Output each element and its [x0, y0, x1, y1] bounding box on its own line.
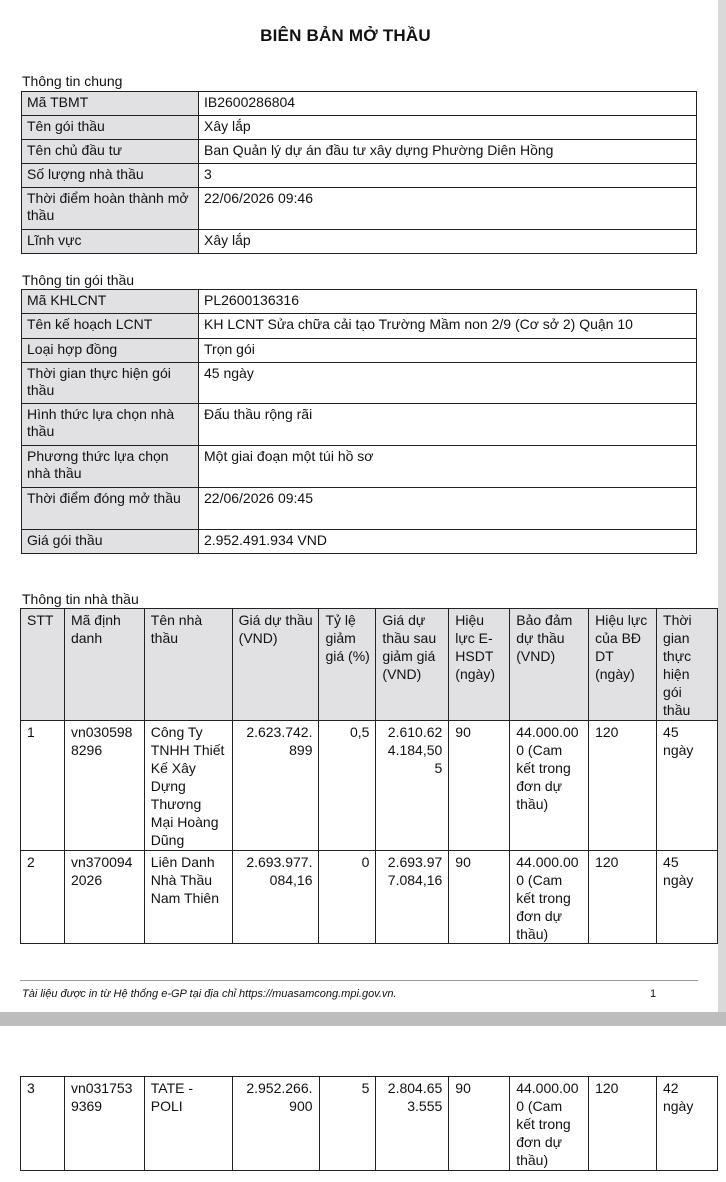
discount-cell: 5: [319, 1077, 376, 1171]
table-row: [22, 363, 697, 404]
bidders-table-continued: [20, 1076, 718, 1171]
guarantee-cell: 44.000.000 (Cam kết trong đơn dự thầu): [510, 851, 589, 944]
name-cell: Công Ty TNHH Thiết Kế Xây Dựng Thương Mại Hoàng Dũng: [144, 721, 232, 851]
stt-cell: 3: [21, 1077, 65, 1171]
bidders-heading: Thông tin nhà thầu: [22, 591, 139, 607]
row-label: Loại hợp đồng: [22, 339, 199, 363]
column-header: Giá dự thầu sau giảm giá (VND): [376, 609, 449, 721]
table-row: [21, 851, 718, 944]
row-value: Ban Quản lý dự án đầu tư xây dựng Phường Diên Hồng: [199, 140, 697, 164]
table-row: [21, 721, 718, 851]
guarantee-validity-cell: 120: [589, 851, 657, 944]
row-label: Số lượng nhà thầu: [22, 164, 199, 188]
table-row: [22, 230, 697, 254]
page-separator: [0, 1012, 726, 1026]
name-cell: TATE - POLI: [144, 1077, 232, 1171]
row-value: Xây lắp: [199, 230, 697, 254]
table-row: [22, 116, 697, 140]
bidders-table: [20, 608, 718, 944]
row-label: Hình thức lựa chọn nhà thầu: [22, 404, 199, 446]
row-value: Một giai đoạn một túi hồ sơ: [199, 446, 697, 488]
price-after-cell: 2.610.624.184,505: [376, 721, 449, 851]
row-label: Thời điểm đóng mở thầu: [22, 488, 199, 530]
price-cell: 2.952.266.900: [232, 1077, 319, 1171]
table-row: [22, 188, 697, 230]
row-value: 22/06/2026 09:46: [199, 188, 697, 230]
row-value: Đấu thầu rộng rãi: [199, 404, 697, 446]
row-value: PL2600136316: [199, 290, 697, 314]
row-label: Tên chủ đầu tư: [22, 140, 199, 164]
guarantee-cell: 44.000.000 (Cam kết trong đơn dự thầu): [510, 721, 589, 851]
row-label: Tên gói thầu: [22, 116, 199, 140]
table-row: [22, 314, 697, 339]
row-value: Trọn gói: [199, 339, 697, 363]
guarantee-validity-cell: 120: [589, 721, 657, 851]
validity-cell: 90: [449, 851, 510, 944]
page-number: 1: [650, 988, 657, 1000]
row-label: Mã KHLCNT: [22, 290, 199, 314]
row-label: Lĩnh vực: [22, 230, 199, 254]
column-header: Thời gian thực hiện gói thầu: [657, 609, 718, 721]
column-header: Hiệu lực E-HSDT (ngày): [449, 609, 510, 721]
duration-cell: 42 ngày: [656, 1077, 717, 1171]
duration-cell: 45 ngày: [657, 851, 718, 944]
row-value: KH LCNT Sửa chữa cải tạo Trường Mầm non 2/9 (Cơ sở 2) Quận 10: [199, 314, 697, 339]
column-header: Tỷ lệ giảm giá (%): [319, 609, 376, 721]
page-edge: [718, 0, 726, 1012]
column-header: Tên nhà thầu: [144, 609, 232, 721]
id-cell: vn0305988296: [64, 721, 144, 851]
validity-cell: 90: [449, 1077, 510, 1171]
price-cell: 2.623.742.899: [232, 721, 319, 851]
general-info-table: [21, 91, 697, 254]
guarantee-cell: 44.000.000 (Cam kết trong đơn dự thầu): [510, 1077, 589, 1171]
column-header: STT: [21, 609, 65, 721]
row-value: 3: [199, 164, 697, 188]
table-row: [22, 530, 697, 554]
stt-cell: 1: [21, 721, 65, 851]
price-cell: 2.693.977.084,16: [232, 851, 319, 944]
column-header: Giá dự thầu (VND): [232, 609, 319, 721]
table-row: [22, 140, 697, 164]
table-header-row: [21, 609, 718, 721]
row-value: IB2600286804: [199, 92, 697, 116]
row-label: Thời gian thực hiện gói thầu: [22, 363, 199, 404]
id-cell: vn0317539369: [64, 1077, 144, 1171]
row-label: Mã TBMT: [22, 92, 199, 116]
row-label: Giá gói thầu: [22, 530, 199, 554]
validity-cell: 90: [449, 721, 510, 851]
table-row: [22, 446, 697, 488]
row-label: Tên kế hoạch LCNT: [22, 314, 199, 339]
footer-divider: [20, 980, 698, 981]
package-info-table: [21, 289, 697, 554]
package-info-heading: Thông tin gói thầu: [22, 272, 135, 288]
row-value: 2.952.491.934 VND: [199, 530, 697, 554]
document-page-2: [0, 1026, 726, 1182]
table-row: [22, 164, 697, 188]
row-value: Xây lắp: [199, 116, 697, 140]
row-value: 22/06/2026 09:45: [199, 488, 697, 530]
row-value: 45 ngày: [199, 363, 697, 404]
price-after-cell: 2.804.653.555: [376, 1077, 449, 1171]
price-after-cell: 2.693.977.084,16: [376, 851, 449, 944]
table-row: [21, 1077, 718, 1171]
table-row: [22, 488, 697, 530]
footer-note: Tài liệu được in từ Hệ thống e-GP tại địa chỉ https://muasamcong.mpi.gov.vn.: [22, 988, 397, 1000]
document-title: BIÊN BẢN MỞ THẦU: [260, 26, 431, 45]
row-label: Phương thức lựa chọn nhà thầu: [22, 446, 199, 488]
discount-cell: 0,5: [319, 721, 376, 851]
column-header: Bảo đảm dự thầu (VND): [510, 609, 589, 721]
table-row: [22, 339, 697, 363]
column-header: Mã định danh: [64, 609, 144, 721]
column-header: Hiệu lực của BĐ DT (ngày): [589, 609, 657, 721]
discount-cell: 0: [319, 851, 376, 944]
id-cell: vn3700942026: [64, 851, 144, 944]
table-row: [22, 290, 697, 314]
table-row: [22, 404, 697, 446]
general-info-heading: Thông tin chung: [22, 73, 123, 89]
guarantee-validity-cell: 120: [589, 1077, 657, 1171]
duration-cell: 45 ngày: [657, 721, 718, 851]
stt-cell: 2: [21, 851, 65, 944]
row-label: Thời điểm hoàn thành mở thầu: [22, 188, 199, 230]
table-row: [22, 92, 697, 116]
name-cell: Liên Danh Nhà Thầu Nam Thiên: [144, 851, 232, 944]
